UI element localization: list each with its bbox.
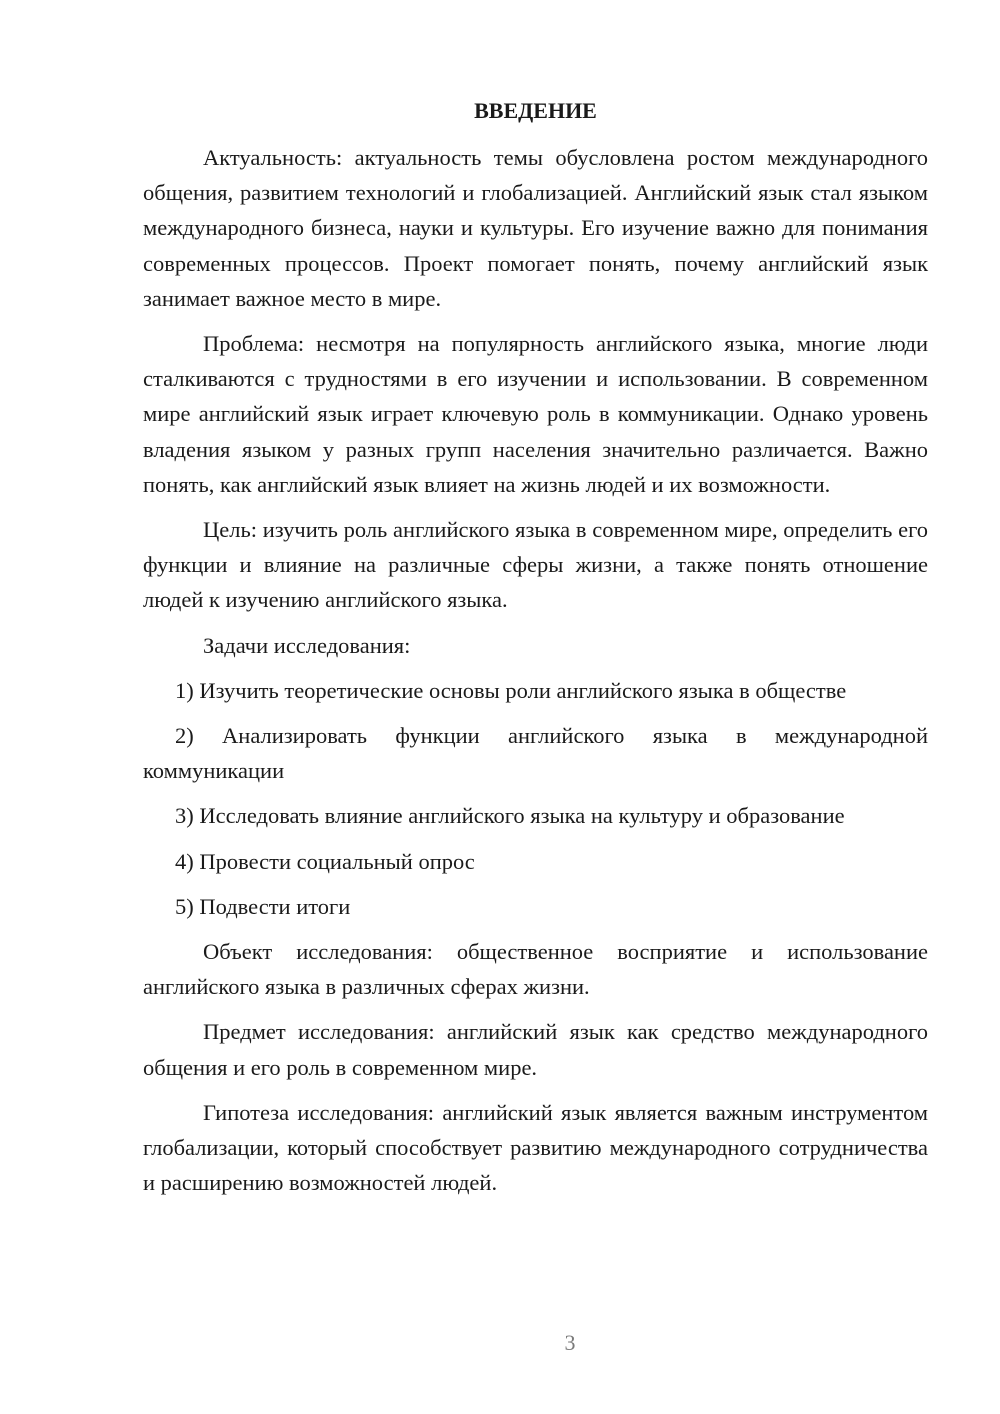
paragraph-subject: Предмет исследования: английский язык как средство международного общения и его роль в современном мире. [143,1019,928,1080]
paragraph-problem: Проблема: несмотря на популярность английского языка, многие люди сталкиваются с трудностями в его изучении и использовании. В современном мире английский язык играет ключевую роль в коммуникации. Однако уровень владения языком у разных групп населения значительно различается. Важно понять, как английский язык влияет на жизнь людей и их возможности. [143,331,928,497]
paragraph-relevance: Актуальность: актуальность темы обусловлена ростом международного общения, развитием технологий и глобализацией. Английский язык стал языком международного бизнеса, науки и культуры. Его изучение важно для понимания современных процессов. Проект помогает понять, почему английский язык занимает важное место в мире. [143,145,928,311]
task-item-3: 3) Исследовать влияние английского языка на культуру и образование [175,803,845,829]
paragraph-object: Объект исследования: общественное восприятие и использование английского языка в различных сферах жизни. [143,939,928,1000]
page-content [143,94,928,1210]
task-item-1: 1) Изучить теоретические основы роли английского языка в обществе [175,677,847,703]
paragraph-hypothesis: Гипотеза исследования: английский язык является важным инструментом глобализации, который способствует развитию международного сотрудничества и расширению возможностей людей. [143,1099,928,1196]
section-title: ВВЕДЕНИЕ [474,98,597,123]
page-number: 3 [564,1330,576,1355]
paragraph-goal: Цель: изучить роль английского языка в современном мире, определить его функции и влияние на различные сферы жизни, а также понять отношение людей к изучению английского языка. [143,517,928,613]
tasks-heading: Задачи исследования: [203,632,411,658]
task-item-2: 2) Анализировать функции английского языка в международной коммуникации [143,723,928,784]
task-item-5: 5) Подвести итоги [175,893,351,919]
task-item-4: 4) Провести социальный опрос [175,848,475,874]
